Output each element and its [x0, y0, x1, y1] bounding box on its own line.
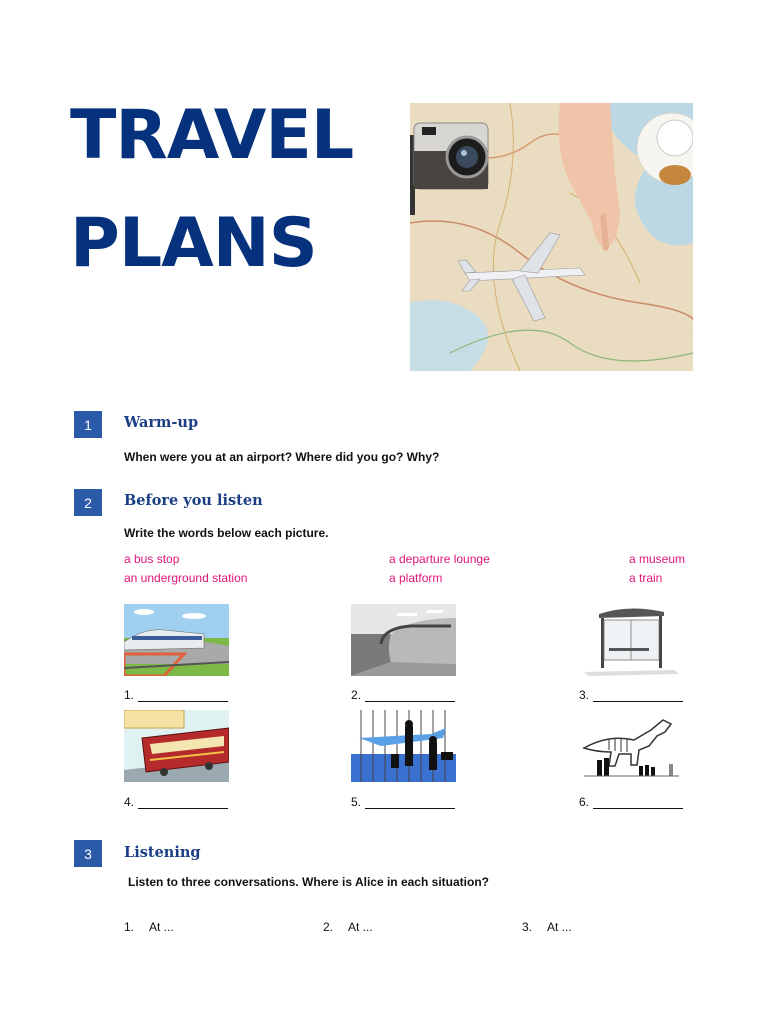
section-number-1: 1 [74, 411, 102, 438]
departure-lounge-picture [351, 710, 456, 782]
answer-line[interactable] [593, 796, 683, 809]
listening-instruction: Listen to three conversations. Where is Alice in each situation? [128, 875, 489, 889]
blank-6[interactable] [579, 795, 683, 809]
answer-prompt: At ... [348, 920, 373, 934]
answer-prompt: At ... [149, 920, 174, 934]
word-underground-station: an underground station [124, 571, 248, 585]
blank-number: 2. [351, 688, 362, 702]
museum-dinosaur-picture [579, 710, 684, 782]
answer-number: 3. [522, 920, 533, 934]
blank-1[interactable] [124, 688, 228, 702]
blank-number: 6. [579, 795, 590, 809]
blank-2[interactable] [351, 688, 455, 702]
answer-1[interactable] [124, 920, 174, 934]
word-museum: a museum [629, 552, 686, 566]
section-number-2: 2 [74, 489, 102, 516]
warm-up-instruction: When were you at an airport? Where did you go? Why? [124, 450, 440, 464]
blank-number: 1. [124, 688, 135, 702]
answer-prompt: At ... [547, 920, 572, 934]
answer-line[interactable] [365, 796, 455, 809]
bus-shelter-picture [579, 604, 684, 676]
blank-number: 3. [579, 688, 590, 702]
blank-number: 5. [351, 795, 362, 809]
section-title-listening: Listening [124, 844, 201, 861]
section-title-before-you-listen: Before you listen [124, 492, 263, 509]
word-train: a train [629, 571, 663, 585]
answer-2[interactable] [323, 920, 373, 934]
answer-line[interactable] [138, 796, 228, 809]
section-number-3: 3 [74, 840, 102, 867]
blank-number: 4. [124, 795, 135, 809]
train-platform-picture [124, 604, 229, 676]
map-camera-plane-photo [410, 103, 693, 371]
answer-3[interactable] [522, 920, 572, 934]
page-title [70, 82, 353, 298]
title-line-2: PLANS [70, 204, 317, 283]
answer-line[interactable] [365, 689, 455, 702]
blank-4[interactable] [124, 795, 228, 809]
word-departure-lounge: a departure lounge [389, 552, 490, 566]
before-listen-instruction: Write the words below each picture. [124, 526, 329, 540]
answer-number: 2. [323, 920, 334, 934]
underground-tunnel-picture [351, 604, 456, 676]
blank-3[interactable] [579, 688, 683, 702]
answer-number: 1. [124, 920, 135, 934]
title-line-1: TRAVEL [70, 96, 354, 175]
train-picture [124, 710, 229, 782]
word-platform: a platform [389, 571, 443, 585]
section-title-warm-up: Warm-up [124, 414, 199, 431]
answer-line[interactable] [593, 689, 683, 702]
blank-5[interactable] [351, 795, 455, 809]
word-bus-stop: a bus stop [124, 552, 180, 566]
answer-line[interactable] [138, 689, 228, 702]
